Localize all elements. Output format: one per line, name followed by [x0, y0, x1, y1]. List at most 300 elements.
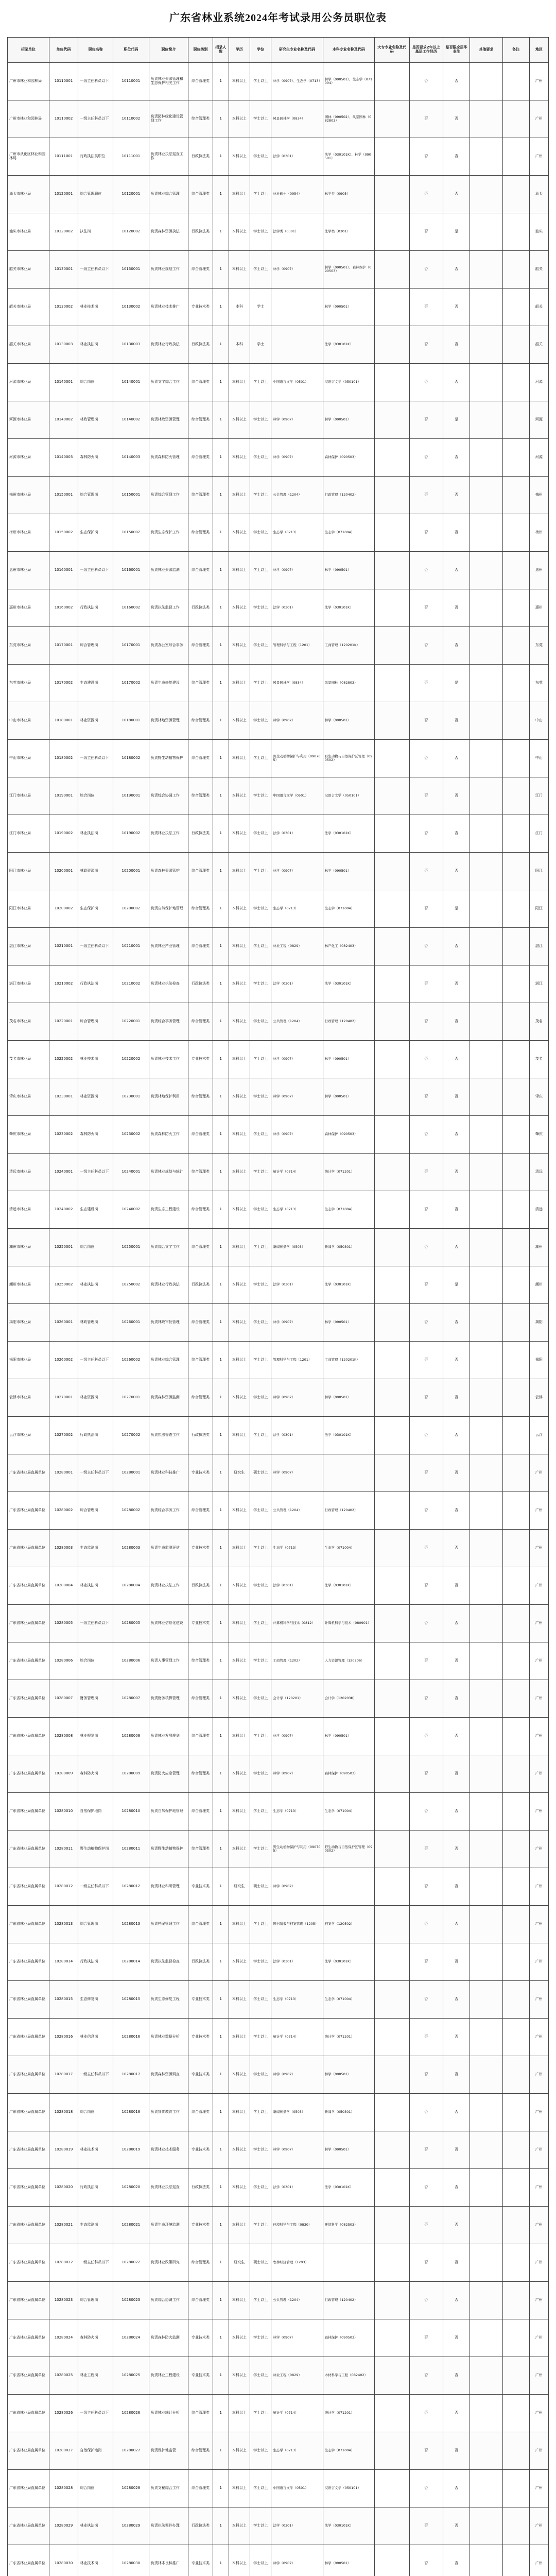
- table-cell: 林业信息岗: [78, 2019, 113, 2056]
- table-cell: 否: [409, 1718, 443, 1755]
- table-cell: 综合管理岗: [78, 477, 113, 514]
- table-cell: 本科以上: [229, 2282, 250, 2319]
- table-cell: 综合管理类: [188, 1229, 213, 1266]
- table-row: [8, 1454, 549, 1492]
- table-cell: 否: [443, 2395, 470, 2432]
- table-cell: [502, 138, 529, 176]
- table-cell: 执法岗: [78, 213, 113, 251]
- table-cell: 综合管理类: [188, 1078, 213, 1116]
- table-cell: 1: [213, 740, 229, 777]
- table-cell: 学士以上: [250, 740, 271, 777]
- table-cell: 学士以上: [250, 928, 271, 965]
- header-row: [8, 38, 549, 63]
- table-cell: 1: [213, 477, 229, 514]
- table-cell: 广州: [529, 2395, 548, 2432]
- table-cell: 硕士以上: [250, 1454, 271, 1492]
- table-cell: 负责林地保护利用: [149, 1078, 188, 1116]
- table-cell: 本科以上: [229, 1078, 250, 1116]
- table-cell: 本科以上: [229, 1379, 250, 1417]
- table-cell: 1: [213, 1266, 229, 1304]
- table-cell: 学士以上: [250, 1831, 271, 1868]
- table-cell: 本科以上: [229, 853, 250, 890]
- table-cell: 学士以上: [250, 1492, 271, 1530]
- table-cell: 林学（090501）: [323, 552, 374, 589]
- table-cell: 汕头市林业局: [8, 213, 49, 251]
- table-cell: 会计学（120201）: [271, 1680, 323, 1718]
- table-cell: 林业工程岗: [78, 2357, 113, 2395]
- table-cell: [470, 1454, 502, 1492]
- table-cell: 10180002: [113, 740, 149, 777]
- table-cell: 是: [443, 213, 470, 251]
- table-cell: 林学（0907）: [271, 1379, 323, 1417]
- table-cell: [374, 2131, 409, 2169]
- table-cell: 10280009: [113, 1755, 149, 1793]
- table-cell: 10240001: [49, 1154, 78, 1191]
- table-cell: 本科以上: [229, 1680, 250, 1718]
- table-cell: 否: [409, 2131, 443, 2169]
- table-cell: 1: [213, 1417, 229, 1454]
- table-cell: 揭阳: [529, 1342, 548, 1379]
- table-cell: 1: [213, 2207, 229, 2244]
- table-cell: 10280004: [49, 1567, 78, 1605]
- table-cell: 10280006: [49, 1642, 78, 1680]
- table-row: [8, 1229, 549, 1266]
- table-cell: 法学（030101K）: [323, 2169, 374, 2207]
- table-cell: 林学（0907）: [271, 2056, 323, 2094]
- table-cell: 10280025: [49, 2357, 78, 2395]
- table-cell: 本科以上: [229, 1492, 250, 1530]
- table-row: [8, 2094, 549, 2131]
- table-cell: 湛江市林业局: [8, 965, 49, 1003]
- table-cell: 计算机科学与技术（0812）: [271, 1605, 323, 1642]
- table-cell: 学士以上: [250, 1229, 271, 1266]
- table-cell: 否: [409, 1116, 443, 1154]
- table-cell: 综合管理类: [188, 1379, 213, 1417]
- table-cell: [502, 1680, 529, 1718]
- table-cell: [502, 2131, 529, 2169]
- table-cell: 否: [409, 251, 443, 289]
- table-cell: 否: [409, 1229, 443, 1266]
- table-cell: 专业技术类: [188, 2319, 213, 2357]
- table-cell: [470, 213, 502, 251]
- table-cell: 1: [213, 2019, 229, 2056]
- table-row: [8, 477, 549, 514]
- table-cell: 法学类（0301）: [323, 213, 374, 251]
- table-cell: 1: [213, 2319, 229, 2357]
- table-cell: 学士以上: [250, 1530, 271, 1567]
- table-cell: 清远市林业局: [8, 1191, 49, 1229]
- table-cell: 10280017: [113, 2056, 149, 2094]
- column-header: 大专专业名称及代码: [374, 38, 409, 63]
- table-cell: 本科以上: [229, 364, 250, 401]
- table-cell: [374, 1417, 409, 1454]
- table-cell: 10280015: [49, 1981, 78, 2019]
- table-cell: [374, 1229, 409, 1266]
- table-cell: 林学（090501）: [323, 1304, 374, 1342]
- table-row: [8, 251, 549, 289]
- table-cell: 10280003: [49, 1530, 78, 1567]
- table-cell: 综合管理类: [188, 627, 213, 665]
- table-cell: 10280027: [113, 2432, 149, 2470]
- table-cell: 1: [213, 2131, 229, 2169]
- table-cell: 负责林地资源管理: [149, 702, 188, 740]
- table-cell: 10140001: [113, 364, 149, 401]
- table-cell: 否: [409, 1454, 443, 1492]
- table-cell: 林学（0907）: [271, 1718, 323, 1755]
- table-cell: 学士以上: [250, 1304, 271, 1342]
- table-cell: 否: [443, 2432, 470, 2470]
- table-cell: 否: [443, 2169, 470, 2207]
- table-cell: 10280024: [113, 2319, 149, 2357]
- table-cell: 森林防火岗: [78, 1755, 113, 1793]
- table-cell: 10200002: [113, 890, 149, 928]
- table-cell: 汕头: [529, 176, 548, 213]
- table-cell: 广州: [529, 1755, 548, 1793]
- table-cell: 广州: [529, 1530, 548, 1567]
- table-cell: 广东省林业局直属单位: [8, 1492, 49, 1530]
- table-cell: [470, 1041, 502, 1078]
- table-cell: 广东省林业局直属单位: [8, 1793, 49, 1831]
- table-cell: 1: [213, 777, 229, 815]
- table-cell: 否: [443, 965, 470, 1003]
- table-cell: 否: [443, 251, 470, 289]
- table-cell: 新闻学（050301）: [323, 1229, 374, 1266]
- table-row: [8, 1379, 549, 1417]
- table-cell: 生态学（0713）: [271, 1191, 323, 1229]
- table-cell: 茂名: [529, 1003, 548, 1041]
- table-cell: [374, 2357, 409, 2395]
- column-header: 职位简介: [149, 38, 188, 63]
- table-cell: 一级主任科员以下: [78, 1454, 113, 1492]
- table-cell: 负责林业资源管理和生态保护相关工作: [149, 63, 188, 100]
- table-cell: 10280012: [49, 1868, 78, 1906]
- table-cell: 梅州: [529, 477, 548, 514]
- table-cell: 广东省林业局直属单位: [8, 2244, 49, 2282]
- table-cell: 林业技术岗: [78, 289, 113, 326]
- table-cell: 专业技术类: [188, 1981, 213, 2019]
- column-header: 学历: [229, 38, 250, 63]
- table-cell: 广东省林业局直属单位: [8, 1567, 49, 1605]
- table-cell: 风景园林学（0834）: [271, 100, 323, 138]
- table-cell: 韶关: [529, 251, 548, 289]
- table-cell: 森林防火岗: [78, 439, 113, 477]
- table-cell: [374, 2319, 409, 2357]
- table-cell: 本科以上: [229, 1981, 250, 2019]
- table-cell: [470, 1793, 502, 1831]
- table-cell: 否: [443, 1793, 470, 1831]
- table-row: [8, 2169, 549, 2207]
- table-cell: 综合管理类: [188, 2470, 213, 2507]
- table-cell: 肇庆市林业局: [8, 1078, 49, 1116]
- table-cell: 10280027: [49, 2432, 78, 2470]
- table-cell: 否: [409, 2432, 443, 2470]
- table-cell: 10280008: [49, 1718, 78, 1755]
- table-cell: 林业资源岗: [78, 1078, 113, 1116]
- table-cell: 10240002: [49, 1191, 78, 1229]
- table-cell: 否: [409, 477, 443, 514]
- table-cell: 10230001: [49, 1078, 78, 1116]
- table-cell: 云浮: [529, 1379, 548, 1417]
- table-cell: 10280011: [49, 1831, 78, 1868]
- table-cell: 野生动物与自然保护区管理（090502）: [323, 740, 374, 777]
- table-cell: 否: [443, 1154, 470, 1191]
- table-cell: 韶关市林业局: [8, 326, 49, 364]
- table-cell: 综合管理类: [188, 890, 213, 928]
- table-cell: [502, 1492, 529, 1530]
- table-cell: 法学（0301）: [271, 815, 323, 853]
- table-cell: 1: [213, 1154, 229, 1191]
- table-cell: 1: [213, 364, 229, 401]
- table-cell: 广东省林业局直属单位: [8, 2507, 49, 2545]
- table-cell: 学士以上: [250, 552, 271, 589]
- table-row: [8, 1116, 549, 1154]
- table-cell: 综合管理类: [188, 777, 213, 815]
- table-row: [8, 1304, 549, 1342]
- table-cell: 1: [213, 1041, 229, 1078]
- table-cell: 本科以上: [229, 740, 250, 777]
- table-cell: 广东省林业局直属单位: [8, 1530, 49, 1567]
- table-cell: 学士以上: [250, 514, 271, 552]
- table-cell: 负责综合协调工作: [149, 777, 188, 815]
- table-cell: 否: [443, 2357, 470, 2395]
- table-cell: 行政执法类: [188, 2507, 213, 2545]
- table-cell: 10280026: [113, 2395, 149, 2432]
- table-cell: 本科以上: [229, 100, 250, 138]
- table-cell: 本科以上: [229, 702, 250, 740]
- table-cell: 东莞: [529, 665, 548, 702]
- table-cell: 学士以上: [250, 1642, 271, 1680]
- table-cell: [470, 2545, 502, 2576]
- table-cell: [374, 477, 409, 514]
- table-cell: 专业技术类: [188, 1530, 213, 1567]
- table-cell: 潮州市林业局: [8, 1266, 49, 1304]
- table-cell: [502, 1041, 529, 1078]
- table-cell: 阳江: [529, 890, 548, 928]
- table-cell: 否: [443, 1379, 470, 1417]
- table-cell: 惠州: [529, 589, 548, 627]
- table-cell: [323, 1868, 374, 1906]
- table-cell: 综合管理类: [188, 1492, 213, 1530]
- table-cell: 法学（030101K）: [323, 965, 374, 1003]
- table-cell: 1: [213, 1831, 229, 1868]
- table-cell: 10280019: [113, 2131, 149, 2169]
- table-cell: 10120001: [49, 176, 78, 213]
- table-cell: 学士以上: [250, 1266, 271, 1304]
- table-cell: 学士以上: [250, 213, 271, 251]
- table-row: [8, 890, 549, 928]
- table-cell: 法学（0301）: [271, 1567, 323, 1605]
- table-cell: [502, 1567, 529, 1605]
- table-cell: 10280014: [49, 1943, 78, 1981]
- table-cell: 汕头: [529, 213, 548, 251]
- table-cell: 是: [443, 1266, 470, 1304]
- table-cell: [502, 2019, 529, 2056]
- table-cell: 综合岗位: [78, 1229, 113, 1266]
- table-row: [8, 552, 549, 589]
- table-cell: 1: [213, 1492, 229, 1530]
- table-row: [8, 514, 549, 552]
- table-cell: 否: [409, 439, 443, 477]
- table-row: [8, 1981, 549, 2019]
- table-cell: 否: [443, 1417, 470, 1454]
- table-cell: 否: [443, 1304, 470, 1342]
- table-cell: [374, 777, 409, 815]
- table-cell: 广东省林业局直属单位: [8, 2470, 49, 2507]
- table-cell: 学士以上: [250, 2094, 271, 2131]
- table-cell: 广州: [529, 1943, 548, 1981]
- column-header: 招录单位: [8, 38, 49, 63]
- table-cell: 负责野生动植物保护: [149, 740, 188, 777]
- table-cell: 1: [213, 1191, 229, 1229]
- table-cell: 学士以上: [250, 2131, 271, 2169]
- table-cell: 否: [409, 1342, 443, 1379]
- table-cell: 一级主任科员以下: [78, 1868, 113, 1906]
- table-cell: 10180001: [49, 702, 78, 740]
- table-cell: 10120002: [113, 213, 149, 251]
- table-cell: 本科以上: [229, 589, 250, 627]
- table-cell: 本科以上: [229, 928, 250, 965]
- table-cell: 负责林政资源管理: [149, 401, 188, 439]
- table-cell: [374, 1718, 409, 1755]
- table-cell: 林学（090501）: [323, 853, 374, 890]
- table-cell: [374, 1642, 409, 1680]
- table-cell: 林学（090501）: [323, 2056, 374, 2094]
- table-cell: 负责自然保护地管理: [149, 1793, 188, 1831]
- table-cell: 1: [213, 1454, 229, 1492]
- table-cell: 负责林业行政执法: [149, 1266, 188, 1304]
- table-cell: 林学（0907）: [271, 1304, 323, 1342]
- table-cell: 10220001: [49, 1003, 78, 1041]
- table-cell: 林业硕士（0954）: [271, 176, 323, 213]
- table-cell: 10280030: [49, 2545, 78, 2576]
- table-cell: [374, 439, 409, 477]
- table-cell: [470, 815, 502, 853]
- table-cell: 林学（0907）、生态学（0713）: [271, 63, 323, 100]
- table-cell: [502, 2507, 529, 2545]
- table-cell: 否: [409, 1530, 443, 1567]
- table-cell: [374, 1981, 409, 2019]
- table-cell: 广州: [529, 1454, 548, 1492]
- table-cell: 学士以上: [250, 401, 271, 439]
- table-cell: [502, 1116, 529, 1154]
- table-cell: 汕头市林业局: [8, 176, 49, 213]
- table-cell: 学士以上: [250, 100, 271, 138]
- table-cell: [502, 1304, 529, 1342]
- table-row: [8, 1868, 549, 1906]
- table-cell: 法学（0301）: [271, 138, 323, 176]
- table-cell: [502, 251, 529, 289]
- table-cell: 10280001: [113, 1454, 149, 1492]
- table-cell: 综合管理岗: [78, 2282, 113, 2319]
- table-cell: 10130001: [113, 251, 149, 289]
- table-cell: 1: [213, 289, 229, 326]
- table-cell: 负责林业综合管理: [149, 1342, 188, 1379]
- table-cell: 林学（090501）、生态学（071004）: [323, 63, 374, 100]
- table-cell: 法学（0301）: [271, 1417, 323, 1454]
- table-cell: [502, 1868, 529, 1906]
- table-cell: 10280016: [113, 2019, 149, 2056]
- table-cell: 否: [409, 853, 443, 890]
- table-cell: 行政管理（120402）: [323, 1003, 374, 1041]
- table-cell: 广州: [529, 63, 548, 100]
- column-header: 是否限应届毕业生: [443, 38, 470, 63]
- table-cell: [374, 2019, 409, 2056]
- table-cell: 否: [409, 1868, 443, 1906]
- table-cell: 本科以上: [229, 1266, 250, 1304]
- table-cell: [470, 1342, 502, 1379]
- table-cell: 木材科学与工程（082402）: [323, 2357, 374, 2395]
- table-row: [8, 1642, 549, 1680]
- table-cell: 广州: [529, 1642, 548, 1680]
- table-cell: 法学（030101K）: [323, 2507, 374, 2545]
- table-cell: [374, 1755, 409, 1793]
- table-cell: 10250001: [113, 1229, 149, 1266]
- table-cell: [502, 213, 529, 251]
- table-cell: [470, 289, 502, 326]
- table-cell: [470, 176, 502, 213]
- table-cell: 1: [213, 138, 229, 176]
- table-cell: 林业技术岗: [78, 2545, 113, 2576]
- table-cell: 否: [409, 627, 443, 665]
- table-row: [8, 777, 549, 815]
- table-cell: 本科以上: [229, 1943, 250, 1981]
- table-cell: 负责林业数据分析: [149, 2019, 188, 2056]
- table-cell: 林学（090501）: [323, 2131, 374, 2169]
- table-cell: 中山市林业局: [8, 702, 49, 740]
- table-cell: 林业技术岗: [78, 2131, 113, 2169]
- table-cell: [470, 890, 502, 928]
- table-cell: 茂名市林业局: [8, 1041, 49, 1078]
- table-cell: 10280006: [113, 1642, 149, 1680]
- table-cell: 10270002: [49, 1417, 78, 1454]
- table-cell: [374, 1454, 409, 1492]
- table-cell: 学士: [250, 326, 271, 364]
- table-cell: 否: [409, 2357, 443, 2395]
- table-cell: 否: [443, 1492, 470, 1530]
- table-cell: 否: [409, 1379, 443, 1417]
- table-cell: 10190001: [113, 777, 149, 815]
- table-cell: [470, 1868, 502, 1906]
- table-cell: 负责森林资源调查: [149, 2056, 188, 2094]
- table-cell: 否: [443, 364, 470, 401]
- table-cell: 专业技术类: [188, 1868, 213, 1906]
- table-row: [8, 589, 549, 627]
- table-cell: [502, 1755, 529, 1793]
- table-cell: 负责林业规划工作: [149, 251, 188, 289]
- table-cell: [470, 1116, 502, 1154]
- table-cell: 10280030: [113, 2545, 149, 2576]
- table-cell: 10150002: [113, 514, 149, 552]
- table-cell: 1: [213, 1229, 229, 1266]
- table-cell: [470, 552, 502, 589]
- job-table-container: [7, 37, 549, 2518]
- table-cell: [374, 1379, 409, 1417]
- table-cell: 负责林业执法巡查: [149, 2169, 188, 2207]
- table-cell: 1: [213, 1379, 229, 1417]
- table-cell: 林业技术岗: [78, 1041, 113, 1078]
- table-cell: 否: [443, 1906, 470, 1943]
- table-cell: 行政执法类: [188, 1266, 213, 1304]
- table-cell: 10280017: [49, 2056, 78, 2094]
- table-cell: [502, 2244, 529, 2282]
- table-cell: [374, 1605, 409, 1642]
- table-cell: [470, 1154, 502, 1191]
- table-cell: 风景园林学（0834）: [271, 665, 323, 702]
- table-cell: 否: [409, 1680, 443, 1718]
- column-header: 单位代码: [49, 38, 78, 63]
- table-cell: [374, 1530, 409, 1567]
- table-cell: 10280005: [113, 1605, 149, 1642]
